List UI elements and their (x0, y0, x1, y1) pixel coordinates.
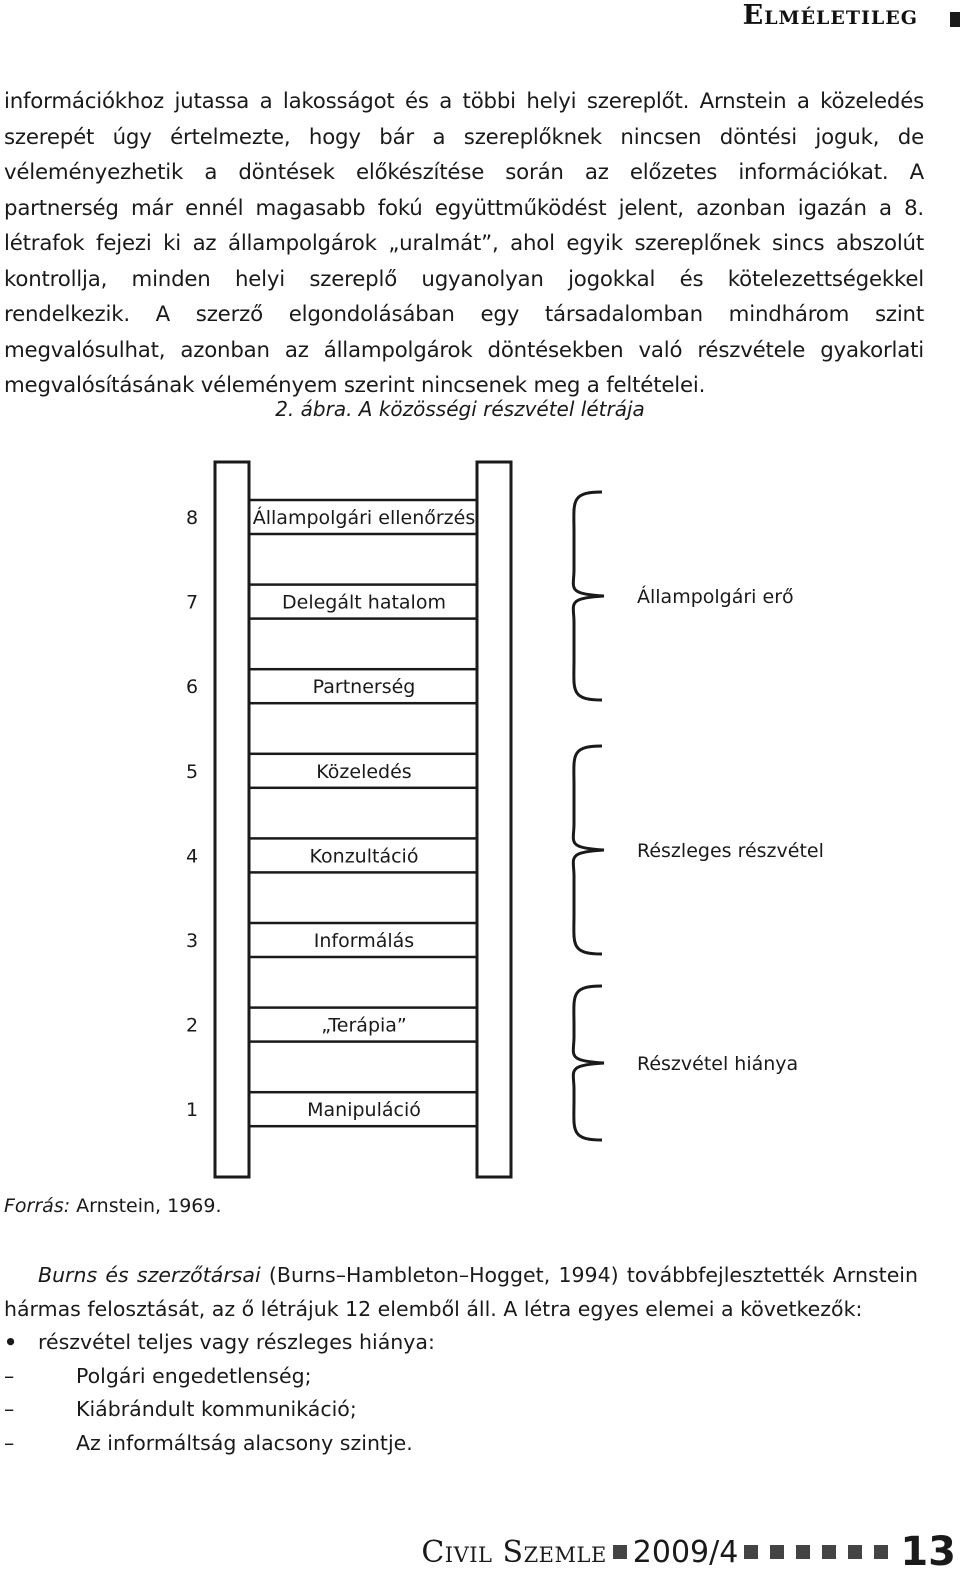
page-footer (421, 1527, 960, 1577)
list-item-text: Kiábrándult kommunikáció; (76, 1397, 357, 1422)
dash-icon: – (4, 1397, 15, 1422)
curly-brace-icon (573, 492, 604, 700)
bullet-icon: • (4, 1330, 18, 1354)
rung-label: Konzultáció (309, 845, 419, 868)
page-number: 13 (900, 1529, 956, 1575)
footer-square-icon (744, 1545, 758, 1559)
list-item (4, 1360, 435, 1394)
participation-ladder-diagram (0, 450, 920, 1190)
rung-number: 8 (185, 507, 199, 529)
figure-title: 2. ábra. A közösségi részvétel létrája (275, 397, 645, 421)
authors-italic: Burns és szerzőtársai (38, 1263, 261, 1287)
dash-icon: – (4, 1363, 15, 1388)
rung-number: 6 (185, 676, 199, 699)
list-item (4, 1393, 435, 1427)
rung-label: Állampolgári ellenőrzés (252, 507, 476, 529)
footer-square-icon (822, 1545, 836, 1559)
rung-number: 3 (185, 930, 199, 952)
ladder-elements-list (4, 1326, 435, 1460)
dash-icon: – (4, 1430, 15, 1455)
list-item (4, 1427, 435, 1461)
curly-brace-icon (573, 746, 604, 954)
footer-square-icon (796, 1545, 810, 1559)
journal-name: Civil Szemle (421, 1534, 607, 1570)
list-item-text: Az informáltság alacsony szintje. (76, 1430, 413, 1455)
source-text: Arnstein, 1969. (76, 1195, 222, 1217)
figure-source (4, 1195, 222, 1217)
footer-square-icon (613, 1545, 627, 1559)
curly-brace-icon (573, 986, 604, 1140)
body-paragraph-1: információkhoz jutassa a lakosságot és a többi helyi szereplőt. Arnstein a közeledés szerepét úgy értelmezte, hogy bár a szereplőknek nincsen döntési joguk, de véleményezhetik a döntések előkészítése során az előzetes információkat. A partnerség már ennél magasabb fokú együttműködést jelent, azonban igazán a 8. létrafok fejezi ki az állampolgárok „uralmát”, ahol egyik szereplőnek sincs abszolút kontrollja, minden helyi szereplő ugyanolyan jogokkal és kötelezettségekkel rendelkezik. A szerző elgondolásában egy társadalomban mindhárom szint megvalósulhat, azonban az állampolgárok döntésekben való részvétele gyakorlati megvalósításának véleményem szerint nincsenek meg a feltételei. (4, 89, 924, 398)
ladder-left-rail (215, 462, 249, 1177)
paragraph-2-text: (Burns–Hambleton–Hogget, 1994) továbbfejlesztették Arnstein hármas felosztását, az ő létrájuk 12 elemből áll. A létra egyes elemei a következők: (4, 1263, 918, 1321)
ladder-right-rail (477, 462, 511, 1177)
rung-number: 4 (185, 845, 199, 868)
header-square-icon (950, 12, 960, 27)
list-item-text: részvétel teljes vagy részleges hiánya: (38, 1330, 435, 1354)
footer-square-icon (874, 1545, 888, 1559)
group-label: Részleges részvétel (637, 840, 824, 862)
group-braces (573, 492, 824, 1140)
issue-number: 2009/4 (632, 1534, 739, 1570)
ladder-rungs (186, 500, 477, 1126)
rung-label: Informálás (313, 930, 415, 952)
rung-number: 5 (185, 760, 199, 783)
source-prefix: Forrás: (4, 1195, 71, 1217)
rung-label: Manipuláció (307, 1099, 421, 1122)
group-label: Állampolgári erő (637, 586, 794, 608)
footer-square-icon (848, 1545, 862, 1559)
rung-label: Delegált hatalom (282, 591, 446, 614)
rung-label: Partnerség (312, 676, 416, 699)
list-item (4, 1326, 435, 1360)
rung-number: 1 (185, 1099, 199, 1122)
footer-square-icon (770, 1545, 784, 1559)
rung-number: 7 (185, 591, 199, 614)
rung-label: „Terápia” (321, 1014, 407, 1037)
body-paragraph-2 (4, 1258, 918, 1326)
rung-label: Közeledés (316, 760, 412, 783)
group-label: Részvétel hiánya (637, 1053, 799, 1075)
rung-number: 2 (185, 1014, 199, 1037)
list-item-text: Polgári engedetlenség; (76, 1363, 312, 1388)
section-header: Elméletileg (742, 0, 918, 31)
